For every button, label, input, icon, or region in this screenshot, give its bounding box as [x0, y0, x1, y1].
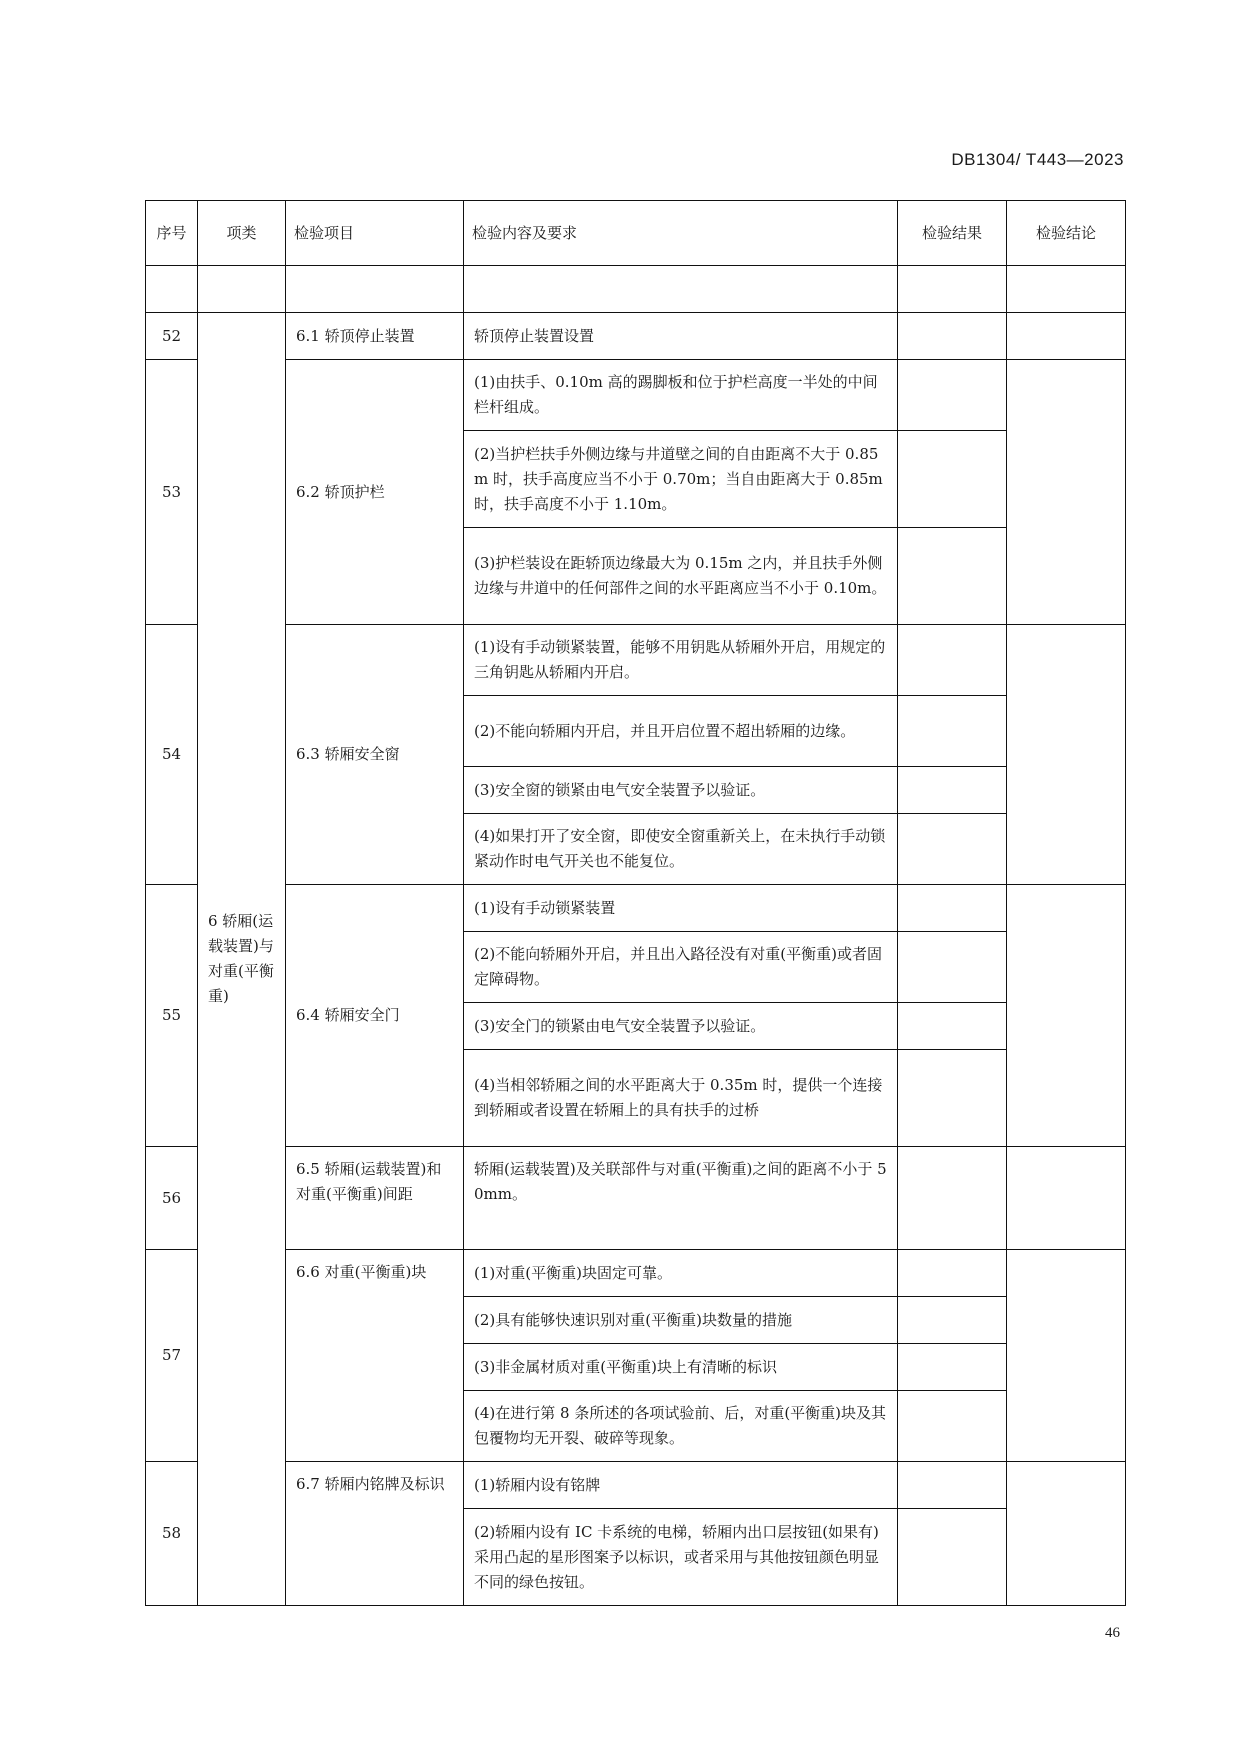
result-cell[interactable] — [898, 696, 1007, 767]
serial-number: 52 — [146, 313, 198, 360]
header-requirements: 检验内容及要求 — [464, 201, 898, 266]
inspection-item: 6.2 轿顶护栏 — [286, 360, 464, 625]
header-conclusion: 检验结论 — [1007, 201, 1126, 266]
conclusion-cell[interactable] — [1007, 885, 1126, 1147]
requirement-text: (3)非金属材质对重(平衡重)块上有清晰的标识 — [464, 1344, 898, 1391]
result-cell[interactable] — [898, 767, 1007, 814]
requirement-text: (2)不能向轿厢外开启，并且出入路径没有对重(平衡重)或者固定障碍物。 — [464, 932, 898, 1003]
inspection-item: 6.5 轿厢(运载装置)和对重(平衡重)间距 — [286, 1147, 464, 1250]
header-result: 检验结果 — [898, 201, 1007, 266]
table-row — [146, 313, 1126, 360]
requirement-text: (1)由扶手、0.10m 高的踢脚板和位于护栏高度一半处的中间栏杆组成。 — [464, 360, 898, 431]
header-inspection-item: 检验项目 — [286, 201, 464, 266]
result-cell[interactable] — [898, 1391, 1007, 1462]
requirement-text: (2)具有能够快速识别对重(平衡重)块数量的措施 — [464, 1297, 898, 1344]
inspection-item: 6.4 轿厢安全门 — [286, 885, 464, 1147]
serial-number: 54 — [146, 625, 198, 885]
result-cell[interactable] — [898, 1462, 1007, 1509]
requirement-text: (4)当相邻轿厢之间的水平距离大于 0.35m 时，提供一个连接到轿厢或者设置在轿厢上的具有扶手的过桥 — [464, 1050, 898, 1147]
serial-number: 55 — [146, 885, 198, 1147]
result-cell[interactable] — [898, 625, 1007, 696]
result-cell[interactable] — [898, 431, 1007, 528]
conclusion-cell[interactable] — [1007, 625, 1126, 885]
result-cell[interactable] — [898, 1344, 1007, 1391]
requirement-text: (1)轿厢内设有铭牌 — [464, 1462, 898, 1509]
inspection-item: 6.3 轿厢安全窗 — [286, 625, 464, 885]
requirement-text: (4)在进行第 8 条所述的各项试验前、后，对重(平衡重)块及其包覆物均无开裂、破碎等现象。 — [464, 1391, 898, 1462]
header-serial-number: 序号 — [146, 201, 198, 266]
requirement-text: 轿厢(运载装置)及关联部件与对重(平衡重)之间的距离不小于 50mm。 — [464, 1147, 898, 1250]
result-cell[interactable] — [898, 313, 1007, 360]
serial-number: 58 — [146, 1462, 198, 1606]
conclusion-cell[interactable] — [1007, 360, 1126, 625]
page-number: 46 — [1105, 1625, 1120, 1641]
serial-number: 57 — [146, 1250, 198, 1462]
result-cell[interactable] — [898, 528, 1007, 625]
result-cell[interactable] — [898, 1050, 1007, 1147]
inspection-item: 6.6 对重(平衡重)块 — [286, 1250, 464, 1462]
table-row — [146, 1462, 1126, 1509]
requirement-text: (4)如果打开了安全窗，即使安全窗重新关上，在未执行手动锁紧动作时电气开关也不能复位。 — [464, 814, 898, 885]
result-cell[interactable] — [898, 360, 1007, 431]
requirement-text: (1)设有手动锁紧装置，能够不用钥匙从轿厢外开启，用规定的三角钥匙从轿厢内开启。 — [464, 625, 898, 696]
serial-number: 56 — [146, 1147, 198, 1250]
table-cell — [1007, 266, 1126, 313]
table-row — [146, 625, 1126, 696]
result-cell[interactable] — [898, 1250, 1007, 1297]
result-cell[interactable] — [898, 1147, 1007, 1250]
result-cell[interactable] — [898, 885, 1007, 932]
table-header-row — [146, 201, 1126, 266]
table-cell — [898, 266, 1007, 313]
result-cell[interactable] — [898, 932, 1007, 1003]
category-cell — [198, 313, 286, 1606]
conclusion-cell[interactable] — [1007, 1147, 1126, 1250]
requirement-text: (1)对重(平衡重)块固定可靠。 — [464, 1250, 898, 1297]
requirement-text: (3)安全窗的锁紧由电气安全装置予以验证。 — [464, 767, 898, 814]
conclusion-cell[interactable] — [1007, 1250, 1126, 1462]
requirement-text: 轿顶停止装置设置 — [464, 313, 898, 360]
header-category: 项类 — [198, 201, 286, 266]
inspection-item: 6.7 轿厢内铭牌及标识 — [286, 1462, 464, 1606]
table-row-blank — [146, 266, 1126, 313]
inspection-table — [145, 200, 1126, 1606]
table-cell — [464, 266, 898, 313]
result-cell[interactable] — [898, 1509, 1007, 1606]
requirement-text: (2)不能向轿厢内开启，并且开启位置不超出轿厢的边缘。 — [464, 696, 898, 767]
requirement-text: (3)护栏装设在距轿顶边缘最大为 0.15m 之内，并且扶手外侧边缘与井道中的任何部件之间的水平距离应当不小于 0.10m。 — [464, 528, 898, 625]
category-label: 6 轿厢(运载装置)与对重(平衡重) — [208, 912, 274, 1005]
requirement-text: (3)安全门的锁紧由电气安全装置予以验证。 — [464, 1003, 898, 1050]
requirement-text: (1)设有手动锁紧装置 — [464, 885, 898, 932]
document-code: DB1304/ T443—2023 — [951, 150, 1124, 169]
table-cell — [146, 266, 198, 313]
requirement-text: (2)轿厢内设有 IC 卡系统的电梯，轿厢内出口层按钮(如果有)采用凸起的星形图案予以标识，或者采用与其他按钮颜色明显不同的绿色按钮。 — [464, 1509, 898, 1606]
table-row — [146, 1147, 1126, 1250]
result-cell[interactable] — [898, 1297, 1007, 1344]
conclusion-cell[interactable] — [1007, 313, 1126, 360]
table-row — [146, 360, 1126, 431]
table-cell — [198, 266, 286, 313]
inspection-item: 6.1 轿顶停止装置 — [286, 313, 464, 360]
table-cell — [286, 266, 464, 313]
table-row — [146, 885, 1126, 932]
result-cell[interactable] — [898, 814, 1007, 885]
conclusion-cell[interactable] — [1007, 1462, 1126, 1606]
table-row — [146, 1250, 1126, 1297]
requirement-text: (2)当护栏扶手外侧边缘与井道壁之间的自由距离不大于 0.85m 时，扶手高度应当不小于 0.70m；当自由距离大于 0.85m 时，扶手高度不小于 1.10m。 — [464, 431, 898, 528]
serial-number: 53 — [146, 360, 198, 625]
result-cell[interactable] — [898, 1003, 1007, 1050]
